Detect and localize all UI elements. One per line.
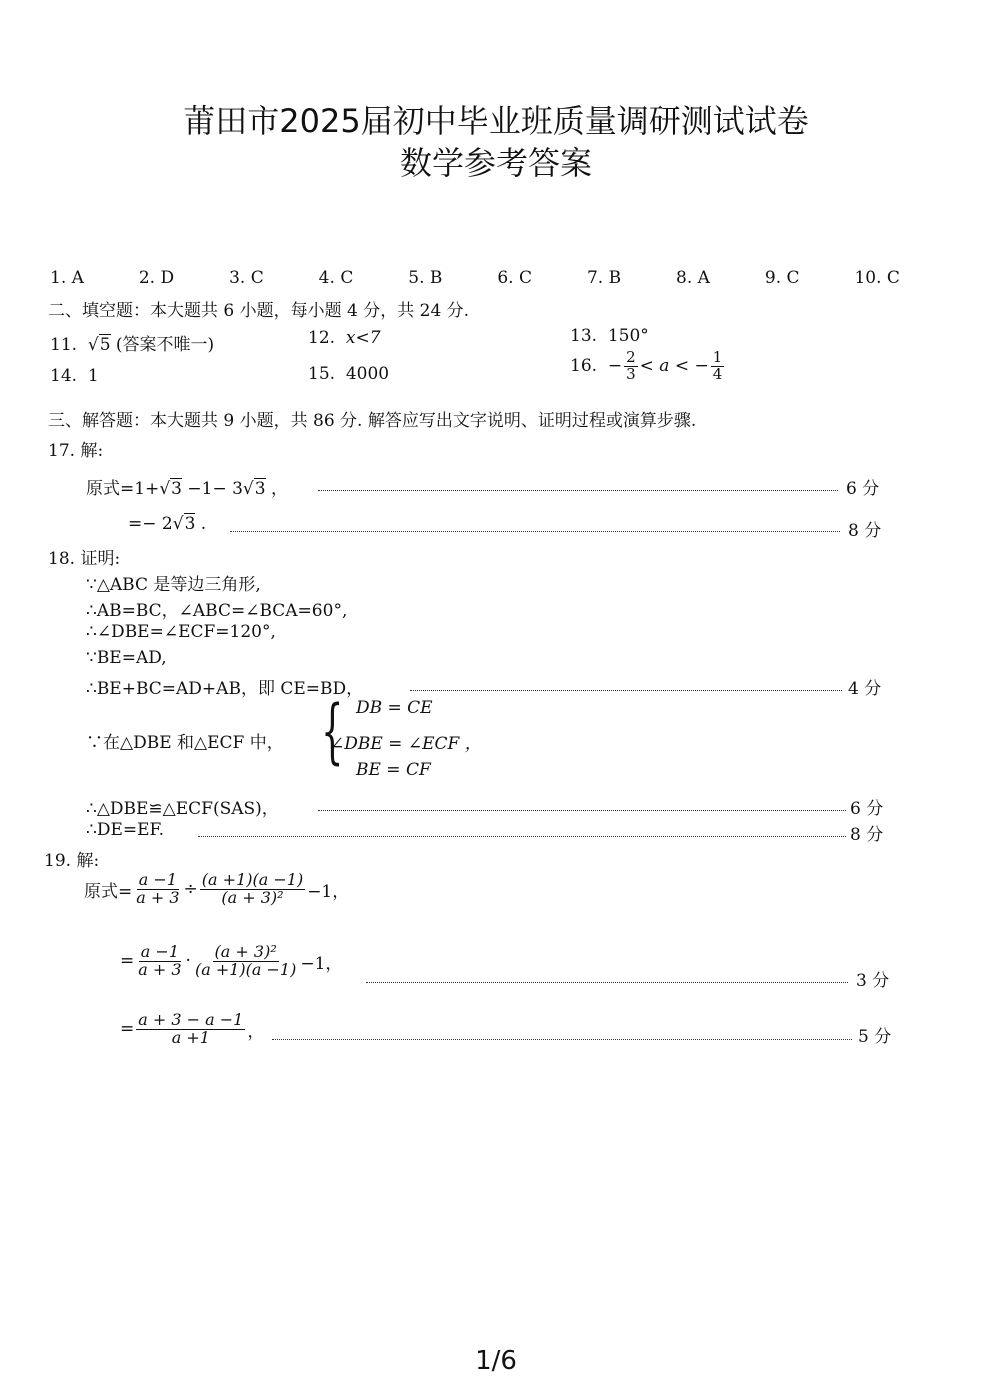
q18-line: ∴AB=BC，∠ABC=∠BCA=60°, — [86, 601, 348, 621]
answer-13: 13. 150° — [570, 326, 649, 346]
solve-heading: 三、解答题：本大题共 9 小题，共 86 分. 解答应写出文字说明、证明过程或演算步骤. — [48, 411, 697, 431]
points: 6 分 — [850, 799, 884, 819]
brace-symbol: { — [321, 690, 344, 772]
leader-dots — [198, 836, 846, 837]
answer-15: 15. 4000 — [308, 364, 390, 384]
q17-line1: 原式=1+√3 −1− 3√3 ， — [86, 479, 288, 499]
leader-dots — [272, 1039, 852, 1040]
q18-line: ∵△ABC 是等边三角形, — [86, 575, 261, 595]
q18-line: ∴△DBE≌△ECF(SAS)， — [86, 799, 279, 819]
q19-label: 19. 解: — [44, 851, 100, 871]
mc-item: 9. C — [764, 268, 800, 288]
answer-12: 12. x<7 — [308, 328, 381, 348]
leader-dots — [318, 490, 838, 491]
answer-11: 11. √5 (答案不唯一) — [50, 335, 215, 355]
mc-item: 1. A — [50, 268, 84, 288]
points: 4 分 — [848, 679, 882, 699]
mc-item: 3. C — [229, 268, 264, 288]
leader-dots — [366, 982, 848, 983]
q18-line: ∴∠DBE=∠ECF=120°, — [86, 622, 276, 642]
points: 8 分 — [850, 825, 884, 845]
q18-label: 18. 证明: — [48, 549, 121, 569]
page-subtitle: 数学参考答案 — [399, 144, 592, 182]
q17-line2: =− 2√3 . — [128, 514, 207, 534]
answer-16: 16. − $\frac{2}{3}$ < a < − $\frac{1}{4}$ — [570, 348, 723, 383]
leader-dots — [410, 690, 842, 691]
mc-item: 6. C — [497, 268, 532, 288]
answer-14: 14. 1 — [50, 366, 99, 386]
mc-item: 10. C — [854, 268, 900, 288]
leader-dots — [318, 810, 846, 811]
mc-item: 7. B — [586, 268, 622, 288]
q18-line: ∴BE+BC=AD+AB，即 CE=BD， — [86, 679, 364, 699]
page-title: 莆田市2025届初中毕业班质量调研测试试卷 — [183, 102, 809, 140]
mc-item: 8. A — [676, 268, 710, 288]
q18-line: ∵在△DBE 和△ECF 中， — [86, 733, 284, 753]
mc-item: 5. B — [408, 268, 443, 288]
mc-item: 4. C — [318, 268, 354, 288]
q17-label: 17. 解: — [48, 441, 104, 461]
mc-answers — [50, 268, 900, 288]
points: 6 分 — [846, 479, 880, 499]
page-number: 1/6 — [475, 1346, 517, 1376]
q18-line: ∴DE=EF. — [86, 820, 165, 840]
leader-dots — [230, 531, 840, 532]
mc-item: 2. D — [138, 268, 175, 288]
points: 3 分 — [856, 971, 890, 991]
q19-line2: = $\frac{a -1}{a + 3}$ · $\frac{\text{(a + 3)²}}{(a +1)(a -1)}$ −1， — [120, 942, 343, 979]
system-line: BE = CF — [356, 760, 431, 780]
fill-heading: 二、填空题：本大题共 6 小题，每小题 4 分，共 24 分. — [48, 301, 470, 321]
q19-line3: = $\frac{a + 3 - a -1}{a +1}$ ， — [120, 1010, 265, 1047]
q19-line1: 原式= $\frac{a -1}{a + 3}$ ÷ $\frac{(a +1)(a -1)}{\text{(a + 3)²}}$ −1， — [84, 870, 350, 907]
q18-line: ∵BE=AD, — [86, 648, 167, 668]
points: 5 分 — [858, 1027, 892, 1047]
system-line: DB = CE — [356, 698, 433, 718]
points: 8 分 — [848, 521, 882, 541]
system-line: ∠DBE = ∠ECF ， — [330, 734, 482, 754]
